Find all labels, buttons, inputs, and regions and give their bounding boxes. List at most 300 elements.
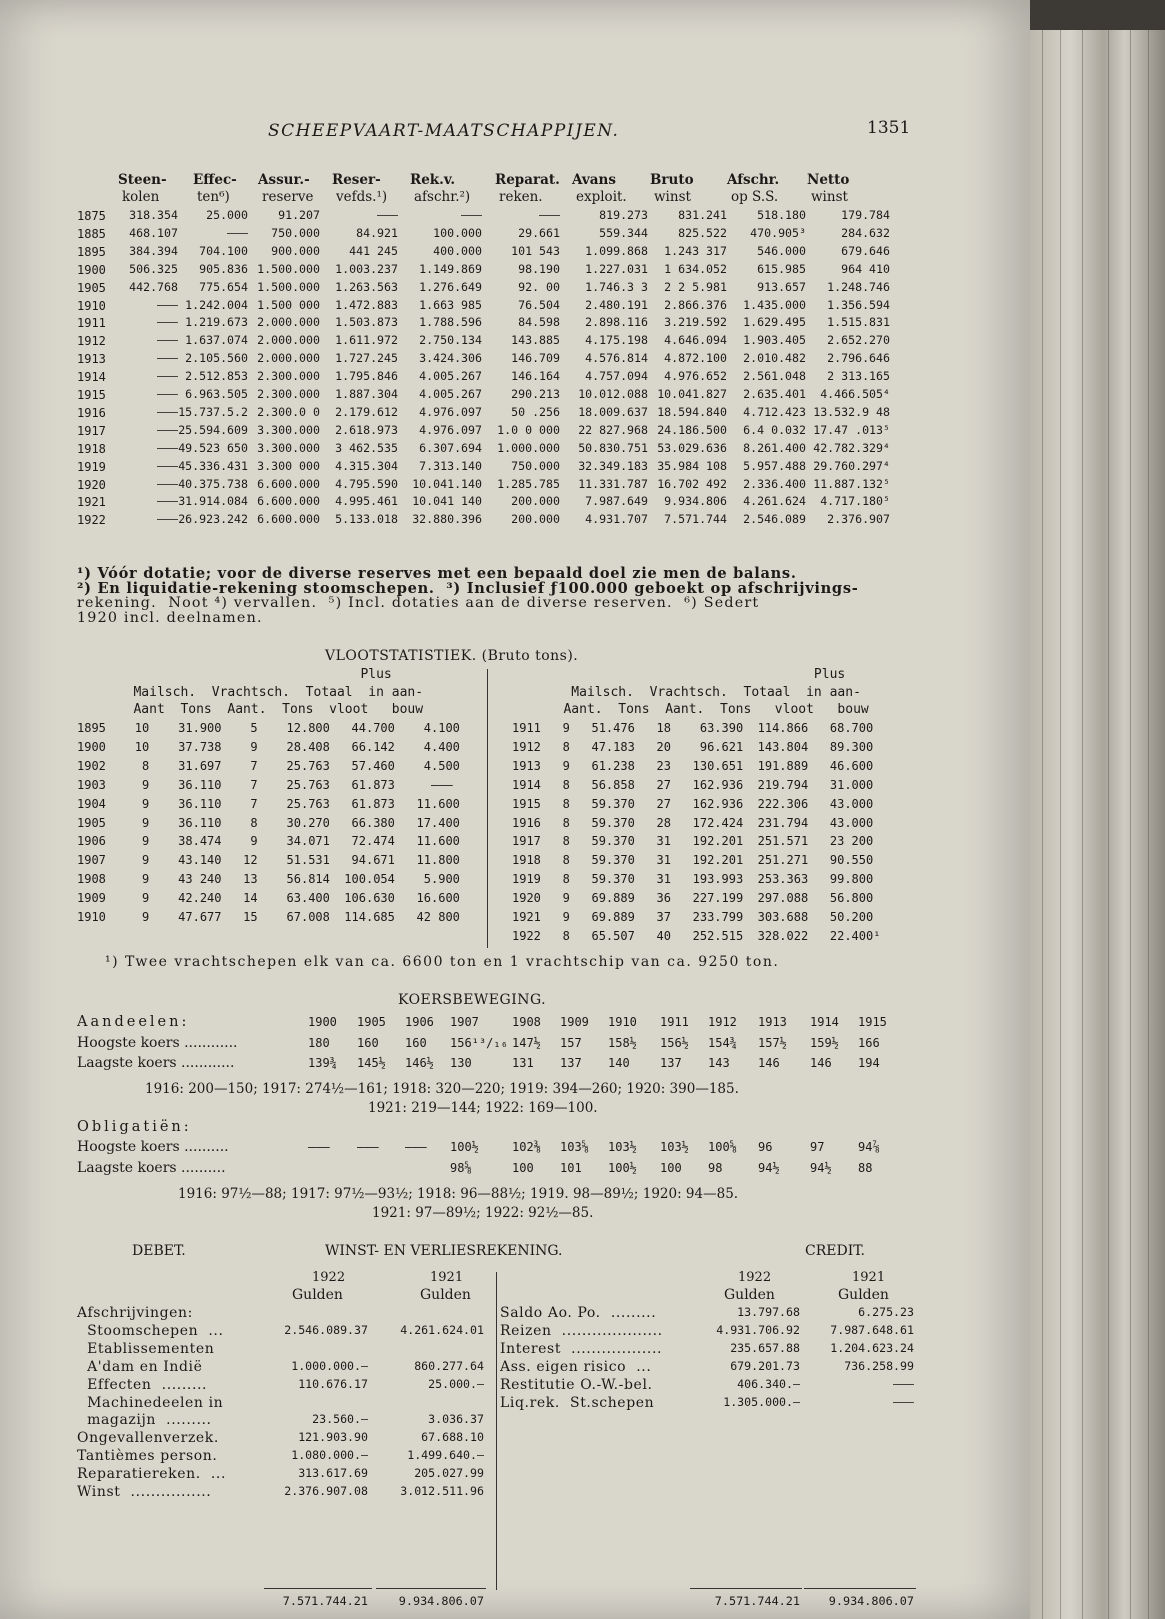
table-cell: 546.000 (757, 243, 806, 258)
column-header: Reparat. (495, 172, 560, 188)
bond-high: ——— (308, 1140, 330, 1154)
table-cell: 42.782.329⁴ (813, 440, 890, 455)
column-header: Avans (572, 172, 616, 188)
table-cell: 13.532.9 48 (813, 404, 890, 419)
koers-year: 1910 (608, 1015, 637, 1029)
koers-low: 130 (450, 1056, 472, 1070)
table-cell: 143.885 (511, 333, 560, 348)
table-cell: 29.760.297⁴ (813, 458, 890, 473)
column-header: reken. (499, 189, 543, 205)
table-cell: 50.830.751 (578, 440, 648, 455)
table-cell: 1.003.237 (335, 261, 398, 276)
table-cell: 4.466.505⁴ (820, 387, 890, 401)
fleet-row: 1920 9 69.889 36 227.199 297.088 56.800 (512, 891, 874, 906)
table-cell: 4.315.304 (335, 458, 398, 473)
table-cell: ——— (157, 422, 178, 437)
credit-1922: 406.340.— (737, 1376, 800, 1391)
table-cell: 819.273 (599, 208, 648, 222)
column-header: Steen- (118, 172, 167, 188)
row-year: 1912 (77, 334, 106, 349)
debit-1922: 1.080.000.— (291, 1448, 368, 1463)
table-cell: 4.795.590 (335, 476, 398, 491)
table-cell: 1.276.649 (419, 279, 482, 294)
table-cell: 384.394 (129, 243, 178, 258)
table-cell: 1.227.031 (585, 261, 648, 276)
credit-total-1921: 9.934.806.07 (828, 1594, 914, 1608)
table-cell: 290.213 (511, 387, 560, 401)
table-cell: 2.546.089 (743, 512, 806, 527)
table-cell: 1.248.746 (827, 279, 890, 294)
table-cell: 831.241 (678, 208, 727, 222)
fleet-footnote: ¹) Twee vrachtschepen elk van ca. 6600 ton en 1 vrachtschip van ca. 9250 ton. (105, 954, 780, 970)
table-cell: 2 313.165 (827, 369, 890, 384)
table-cell: 1.500.000 (257, 261, 320, 276)
table-cell: ——— (157, 494, 178, 509)
footnote-line: ¹) Vóór dotatie; voor de diverse reserves met een bepaald doel zie men de balans. (77, 565, 797, 582)
table-cell: 53.029.636 (657, 440, 727, 455)
row-year: 1875 (77, 209, 106, 223)
debit-1922: 110.676.17 (298, 1376, 368, 1391)
table-cell: 2 2 5.981 (664, 279, 727, 294)
table-cell: ——— (461, 208, 482, 222)
koers-high: 166 (858, 1036, 880, 1050)
koers-year: 1908 (512, 1015, 541, 1029)
koers-year: 1906 (405, 1015, 434, 1029)
table-cell: 1.099.868 (585, 243, 648, 258)
table-cell: 4.005.267 (419, 369, 482, 384)
fleet-row: 1902 8 31.697 7 25.763 57.460 4.500 (77, 758, 460, 773)
debit-label: Stoomschepen ... (77, 1322, 224, 1339)
table-cell: 2.000.000 (257, 351, 320, 366)
row-year: 1921 (77, 495, 106, 510)
table-cell: 2.336.400 (743, 476, 806, 491)
credit-1922: 1.305.000.— (723, 1394, 800, 1409)
table-cell: 84.598 (518, 315, 560, 330)
total-rule (690, 1588, 802, 1589)
table-cell: 1 634.052 (664, 261, 727, 276)
row-year: 1918 (77, 441, 106, 456)
debit-1921: 25.000.— (428, 1376, 484, 1391)
column-header: Reser- (332, 172, 381, 188)
fleet-row: 1922 8 65.507 40 252.515 328.022 22.400¹ (512, 928, 881, 943)
fleet-row: 1907 9 43.140 12 51.531 94.671 11.800 (77, 853, 460, 868)
row-year: 1916 (77, 405, 106, 420)
debit-1921: 3.036.37 (428, 1412, 484, 1427)
table-cell: 3.300 000 (257, 458, 320, 473)
unit-2: Gulden (838, 1287, 889, 1303)
fleet-header: Aant Tons Aant. Tons vloot bouw (110, 702, 424, 717)
koers-year: 1909 (560, 1015, 589, 1029)
page-number: 1351 (867, 118, 911, 138)
column-header: ten⁶) (197, 189, 230, 205)
koers-high: 156¹³/₁₆ (450, 1036, 508, 1050)
table-cell: 1.242.004 (185, 297, 248, 312)
table-cell: 318.354 (129, 208, 178, 222)
table-cell: 615.985 (757, 261, 806, 276)
fleet-row: 1919 8 59.370 31 193.993 253.363 99.800 (512, 872, 874, 887)
debit-total-1922: 7.571.744.21 (282, 1594, 368, 1608)
bond-high: ——— (357, 1140, 379, 1154)
table-cell: 1.219.673 (185, 315, 248, 330)
credit-1921: ——— (893, 1394, 914, 1409)
column-header: Netto (807, 172, 850, 188)
row-year: 1919 (77, 459, 106, 474)
koers-low: 137 (560, 1056, 582, 1070)
koers-high: 180 (308, 1036, 330, 1050)
fleet-row: 1913 9 61.238 23 130.651 191.889 46.600 (512, 758, 874, 773)
table-cell: 5.957.488 (743, 458, 806, 473)
table-cell: 4.646.094 (664, 333, 727, 348)
credit-1921: 1.204.623.24 (830, 1340, 914, 1355)
book-page-edges (1030, 30, 1165, 1619)
bond-low-label: Laagste koers .......... (77, 1160, 226, 1176)
fleet-row: 1905 9 36.110 8 30.270 66.380 17.400 (77, 815, 460, 830)
total-rule (376, 1588, 486, 1589)
debit-label: A'dam en Indië (77, 1358, 203, 1375)
koers-title: KOERSBEWEGING. (398, 992, 547, 1008)
table-cell: 1.795.846 (335, 369, 398, 384)
table-cell: 3.300.000 (257, 422, 320, 437)
table-cell: 2.000.000 (257, 315, 320, 330)
table-cell: ——— (157, 315, 178, 330)
table-cell: 2.618.973 (335, 422, 398, 437)
total-rule (264, 1588, 372, 1589)
fleet-row: 1903 9 36.110 7 25.763 61.873 ——— (77, 777, 453, 792)
footnote-line: rekening. Noot ⁴) vervallen. ⁵) Incl. dotaties aan de diverse reserven. ⁶) Sedert (77, 595, 760, 611)
table-cell: 32.880.396 (412, 512, 482, 527)
table-cell: 1.285.785 (497, 476, 560, 491)
column-header: reserve (262, 189, 314, 205)
row-year: 1910 (77, 298, 106, 313)
debit-label: Ongevallenverzek. (77, 1430, 219, 1447)
total-rule (804, 1588, 916, 1589)
table-cell: 2.635.401 (743, 387, 806, 401)
table-cell: 506.325 (129, 261, 178, 276)
table-cell: 146.164 (511, 369, 560, 384)
koers-year: 1907 (450, 1015, 479, 1029)
bond-low: 100 (660, 1161, 682, 1175)
debit-1922: 313.617.69 (298, 1466, 368, 1481)
table-cell: 31.914.084 (178, 494, 248, 509)
row-year: 1900 (77, 262, 106, 277)
fleet-row: 1911 9 51.476 18 63.390 114.866 68.700 (512, 721, 874, 735)
koers-low: 140 (608, 1056, 630, 1070)
high-label: Hoogste koers ............ (77, 1035, 238, 1051)
table-cell: 35.984 108 (657, 458, 727, 473)
table-cell: 825.522 (678, 225, 727, 240)
row-year: 1922 (77, 513, 106, 528)
table-cell: 900.000 (271, 243, 320, 258)
table-cell: 4.976.097 (419, 404, 482, 419)
row-year: 1914 (77, 370, 106, 385)
table-cell: ——— (157, 333, 178, 348)
table-cell: 559.344 (599, 225, 648, 240)
table-cell: ——— (227, 225, 248, 240)
credit-label: Interest .................. (500, 1340, 663, 1357)
fleet-row: 1906 9 38.474 9 34.071 72.474 11.600 (77, 834, 460, 849)
fleet-row: 1900 10 37.738 9 28.408 66.142 4.400 (77, 739, 460, 754)
table-cell: 179.784 (841, 208, 890, 222)
table-cell: 2.376.907 (827, 512, 890, 527)
koers-year: 1905 (357, 1015, 386, 1029)
table-cell: 2.561.048 (743, 369, 806, 384)
table-cell: 16.702 492 (657, 476, 727, 491)
koers-year: 1913 (758, 1015, 787, 1029)
table-cell: 1.263.563 (335, 279, 398, 294)
unit-1: Gulden (292, 1287, 343, 1303)
bond-high: 103½ (660, 1140, 689, 1154)
table-cell: 4.261.624 (743, 494, 806, 509)
table-cell: 6.600.000 (257, 476, 320, 491)
table-cell: 905.836 (199, 261, 248, 276)
credit-label: Restitutie O.-W.-bel. (500, 1376, 653, 1393)
table-cell: 25.000 (206, 208, 248, 222)
year-1: 1922 (312, 1270, 346, 1285)
column-header: Assur.- (258, 172, 310, 188)
koers-high: 157 (560, 1036, 582, 1050)
table-cell: 3.424.306 (419, 351, 482, 366)
row-year: 1915 (77, 388, 106, 402)
table-cell: 2.105.560 (185, 351, 248, 366)
credit-label: Reizen .................... (500, 1322, 663, 1339)
debit-1921: 67.688.10 (421, 1430, 484, 1445)
debet-label: DEBET. (132, 1243, 186, 1259)
table-cell: 4.005.267 (419, 387, 482, 401)
table-cell: 11.887.132⁵ (813, 476, 890, 491)
bond-low: 94½ (758, 1161, 780, 1175)
fleet-row: 1914 8 56.858 27 162.936 219.794 31.000 (512, 777, 874, 792)
debit-label: Reparatiereken. ... (77, 1466, 227, 1483)
table-cell: 1.149.869 (419, 261, 482, 276)
fleet-row: 1921 9 69.889 37 233.799 303.688 50.200 (512, 910, 874, 924)
column-header: Bruto (650, 172, 694, 188)
table-cell: 775.654 (199, 279, 248, 294)
table-cell: 4.995.461 (335, 494, 398, 509)
koers-low: 137 (660, 1056, 682, 1070)
table-cell: ——— (157, 369, 178, 384)
year-2: 1921 (852, 1270, 886, 1285)
debit-1921: 3.012.511.96 (400, 1484, 484, 1498)
table-cell: 750.000 (271, 225, 320, 240)
table-cell: 1.000.000 (497, 440, 560, 455)
column-header: winst (654, 189, 691, 205)
table-cell: 6.963.505 (185, 387, 248, 401)
bonds-note: 1921: 97—89½; 1922: 92½—85. (372, 1205, 594, 1221)
table-cell: 4.175.198 (585, 333, 648, 348)
debit-1921: 1.499.640.— (407, 1448, 484, 1463)
table-cell: ——— (157, 476, 178, 491)
table-cell: 284.632 (841, 225, 890, 240)
bond-low: 88 (858, 1161, 873, 1175)
table-cell: 10.041.827 (657, 387, 727, 401)
low-label: Laagste koers ............ (77, 1055, 235, 1071)
unit-1: Gulden (724, 1287, 775, 1303)
table-cell: 1.356.594 (827, 297, 890, 312)
credit-1922: 679.201.73 (730, 1358, 800, 1373)
debit-1922: 1.000.000.— (291, 1358, 368, 1373)
table-cell: 1.887.304 (335, 387, 398, 401)
table-cell: 470.905³ (750, 225, 806, 240)
debit-1922: 23.560.— (312, 1412, 368, 1427)
table-cell: 1.503.873 (335, 315, 398, 330)
credit-label: Ass. eigen risico ... (500, 1358, 652, 1375)
table-cell: 1.663 985 (419, 297, 482, 312)
table-cell: 3 462.535 (335, 440, 398, 455)
column-header: exploit. (576, 189, 627, 205)
credit-1921: ——— (893, 1376, 914, 1391)
table-cell: 98.190 (518, 261, 560, 276)
debit-label: Winst ................ (77, 1484, 212, 1500)
table-cell: 200.000 (511, 512, 560, 527)
table-cell: 4.976.097 (419, 422, 482, 437)
table-cell: 442.768 (129, 279, 178, 294)
table-cell: 750.000 (511, 458, 560, 473)
table-cell: 76.504 (518, 297, 560, 312)
bond-high: 103½ (608, 1140, 637, 1154)
koers-high: 160 (357, 1036, 379, 1050)
table-cell: 7.313.140 (419, 458, 482, 473)
debit-label: Tantièmes person. (77, 1448, 218, 1465)
table-cell: 518.180 (757, 208, 806, 222)
table-cell: 1.515.831 (827, 315, 890, 330)
fleet-row: 1910 9 47.677 15 67.008 114.685 42 800 (77, 910, 460, 924)
table-cell: 441 245 (349, 243, 398, 258)
table-cell: 1.472.883 (335, 297, 398, 312)
column-header: vefds.¹) (336, 189, 388, 205)
bond-low: 98 (708, 1161, 723, 1175)
column-header: Effec- (193, 172, 237, 188)
koers-year: 1915 (858, 1015, 887, 1029)
table-cell: 679.646 (841, 243, 890, 258)
table-cell: ——— (157, 512, 178, 527)
table-cell: 26.923.242 (178, 512, 248, 527)
year-2: 1921 (430, 1270, 464, 1285)
credit-label: CREDIT. (805, 1243, 865, 1259)
unit-2: Gulden (420, 1287, 471, 1303)
koers-low: 146 (758, 1056, 780, 1070)
table-cell: 146.709 (511, 351, 560, 366)
table-cell: 4.576.814 (585, 351, 648, 366)
table-cell: 22 827.968 (578, 422, 648, 437)
fleet-row: 1917 8 59.370 31 192.201 251.571 23 200 (512, 834, 874, 849)
table-cell: ——— (539, 208, 560, 222)
credit-1921: 736.258.99 (844, 1358, 914, 1373)
table-cell: 25.594.609 (178, 422, 248, 437)
footnote-line: 1920 incl. deelnamen. (77, 609, 263, 626)
row-year: 1895 (77, 244, 106, 259)
bond-high: 100½ (450, 1140, 479, 1154)
koers-high: 147½ (512, 1036, 541, 1050)
table-cell: 92. 00 (518, 279, 560, 294)
fleet-header: Plus (110, 667, 392, 682)
bond-high: 94⅞ (858, 1140, 880, 1154)
table-cell: 10.041 140 (412, 494, 482, 509)
table-cell: 4.717.180⁵ (820, 494, 890, 509)
debit-label: magazijn ......... (77, 1412, 212, 1429)
fleet-header: Mailsch. Vrachtsch. Totaal in aan- (540, 684, 861, 700)
table-cell: 24.186.500 (657, 422, 727, 437)
row-year: 1913 (77, 352, 106, 367)
table-cell: 100.000 (433, 225, 482, 240)
table-cell: 2.480.191 (585, 297, 648, 312)
column-header: kolen (122, 189, 160, 205)
fleet-row: 1904 9 36.110 7 25.763 61.873 11.600 (77, 796, 460, 811)
debit-1922: 2.546.089.37 (284, 1322, 368, 1337)
column-header: Rek.v. (410, 172, 456, 188)
table-cell: 2.000.000 (257, 333, 320, 348)
table-cell: 200.000 (511, 494, 560, 509)
credit-1922: 13.797.68 (737, 1305, 800, 1319)
row-year: 1920 (77, 477, 106, 492)
table-cell: 1.0 0 000 (497, 422, 560, 437)
bond-high: 103⅝ (560, 1140, 589, 1154)
debit-1921: 860.277.64 (414, 1358, 484, 1373)
koers-low: 146 (810, 1056, 832, 1070)
fleet-row: 1909 9 42.240 14 63.400 106.630 16.600 (77, 891, 460, 906)
fleet-row: 1915 8 59.370 27 162.936 222.306 43.000 (512, 796, 874, 811)
table-cell: 468.107 (129, 225, 178, 240)
fleet-row: 1908 9 43 240 13 56.814 100.054 5.900 (77, 872, 460, 887)
table-cell: 7.571.744 (664, 512, 727, 527)
table-cell: 45.336.431 (178, 458, 248, 473)
shares-note: 1921: 219—144; 1922: 169—100. (368, 1100, 598, 1116)
credit-1922: 4.931.706.92 (716, 1322, 800, 1337)
debit-1921: 205.027.99 (414, 1466, 484, 1481)
table-cell: ——— (377, 208, 398, 222)
table-cell: 2.300.000 (257, 369, 320, 384)
koers-low: 139¾ (308, 1056, 337, 1070)
bond-low: 98⅝ (450, 1161, 472, 1175)
table-cell: 15.737.5.2 (178, 404, 248, 419)
bond-low: 100½ (608, 1161, 637, 1175)
fleet-title: VLOOTSTATISTIEK. (Bruto tons). (325, 648, 579, 664)
debit-1922: 121.903.90 (298, 1430, 368, 1445)
table-cell: 10.041.140 (412, 476, 482, 491)
table-cell: ——— (157, 387, 178, 401)
table-cell: 5.133.018 (335, 512, 398, 527)
table-cell: 1.500.000 (257, 279, 320, 294)
table-cell: 6.307.694 (419, 440, 482, 455)
table-cell: 49.523 650 (178, 440, 248, 455)
table-cell: 1.727.245 (335, 351, 398, 366)
table-cell: 1.500 000 (257, 297, 320, 312)
bonds-label: Obligatiën: (77, 1119, 192, 1135)
koers-high: 157½ (758, 1036, 787, 1050)
table-cell: 2.866.376 (664, 297, 727, 312)
table-cell: 1.243 317 (664, 243, 727, 258)
fleet-row: 1895 10 31.900 5 12.800 44.700 4.100 (77, 721, 460, 735)
debit-label: Machinedeelen in (77, 1394, 224, 1411)
koers-low: 146½ (405, 1056, 434, 1070)
koers-high: 160 (405, 1036, 427, 1050)
table-cell: ——— (157, 404, 178, 419)
column-header: afschr.²) (414, 189, 471, 205)
table-cell: 400.000 (433, 243, 482, 258)
table-cell: 2.179.612 (335, 404, 398, 419)
table-cell: ——— (157, 458, 178, 473)
year-1: 1922 (738, 1270, 772, 1285)
bond-high: 100⅝ (708, 1140, 737, 1154)
bond-high: 97 (810, 1140, 825, 1154)
koers-low: 143 (708, 1056, 730, 1070)
bond-low: 94½ (810, 1161, 832, 1175)
winst-divider (496, 1272, 497, 1590)
credit-label: Liq.rek. St.schepen (500, 1394, 655, 1411)
table-cell: 6.600.000 (257, 512, 320, 527)
table-cell: 913.657 (757, 279, 806, 294)
table-cell: 84.921 (356, 225, 398, 240)
table-cell: 18.594.840 (657, 404, 727, 419)
